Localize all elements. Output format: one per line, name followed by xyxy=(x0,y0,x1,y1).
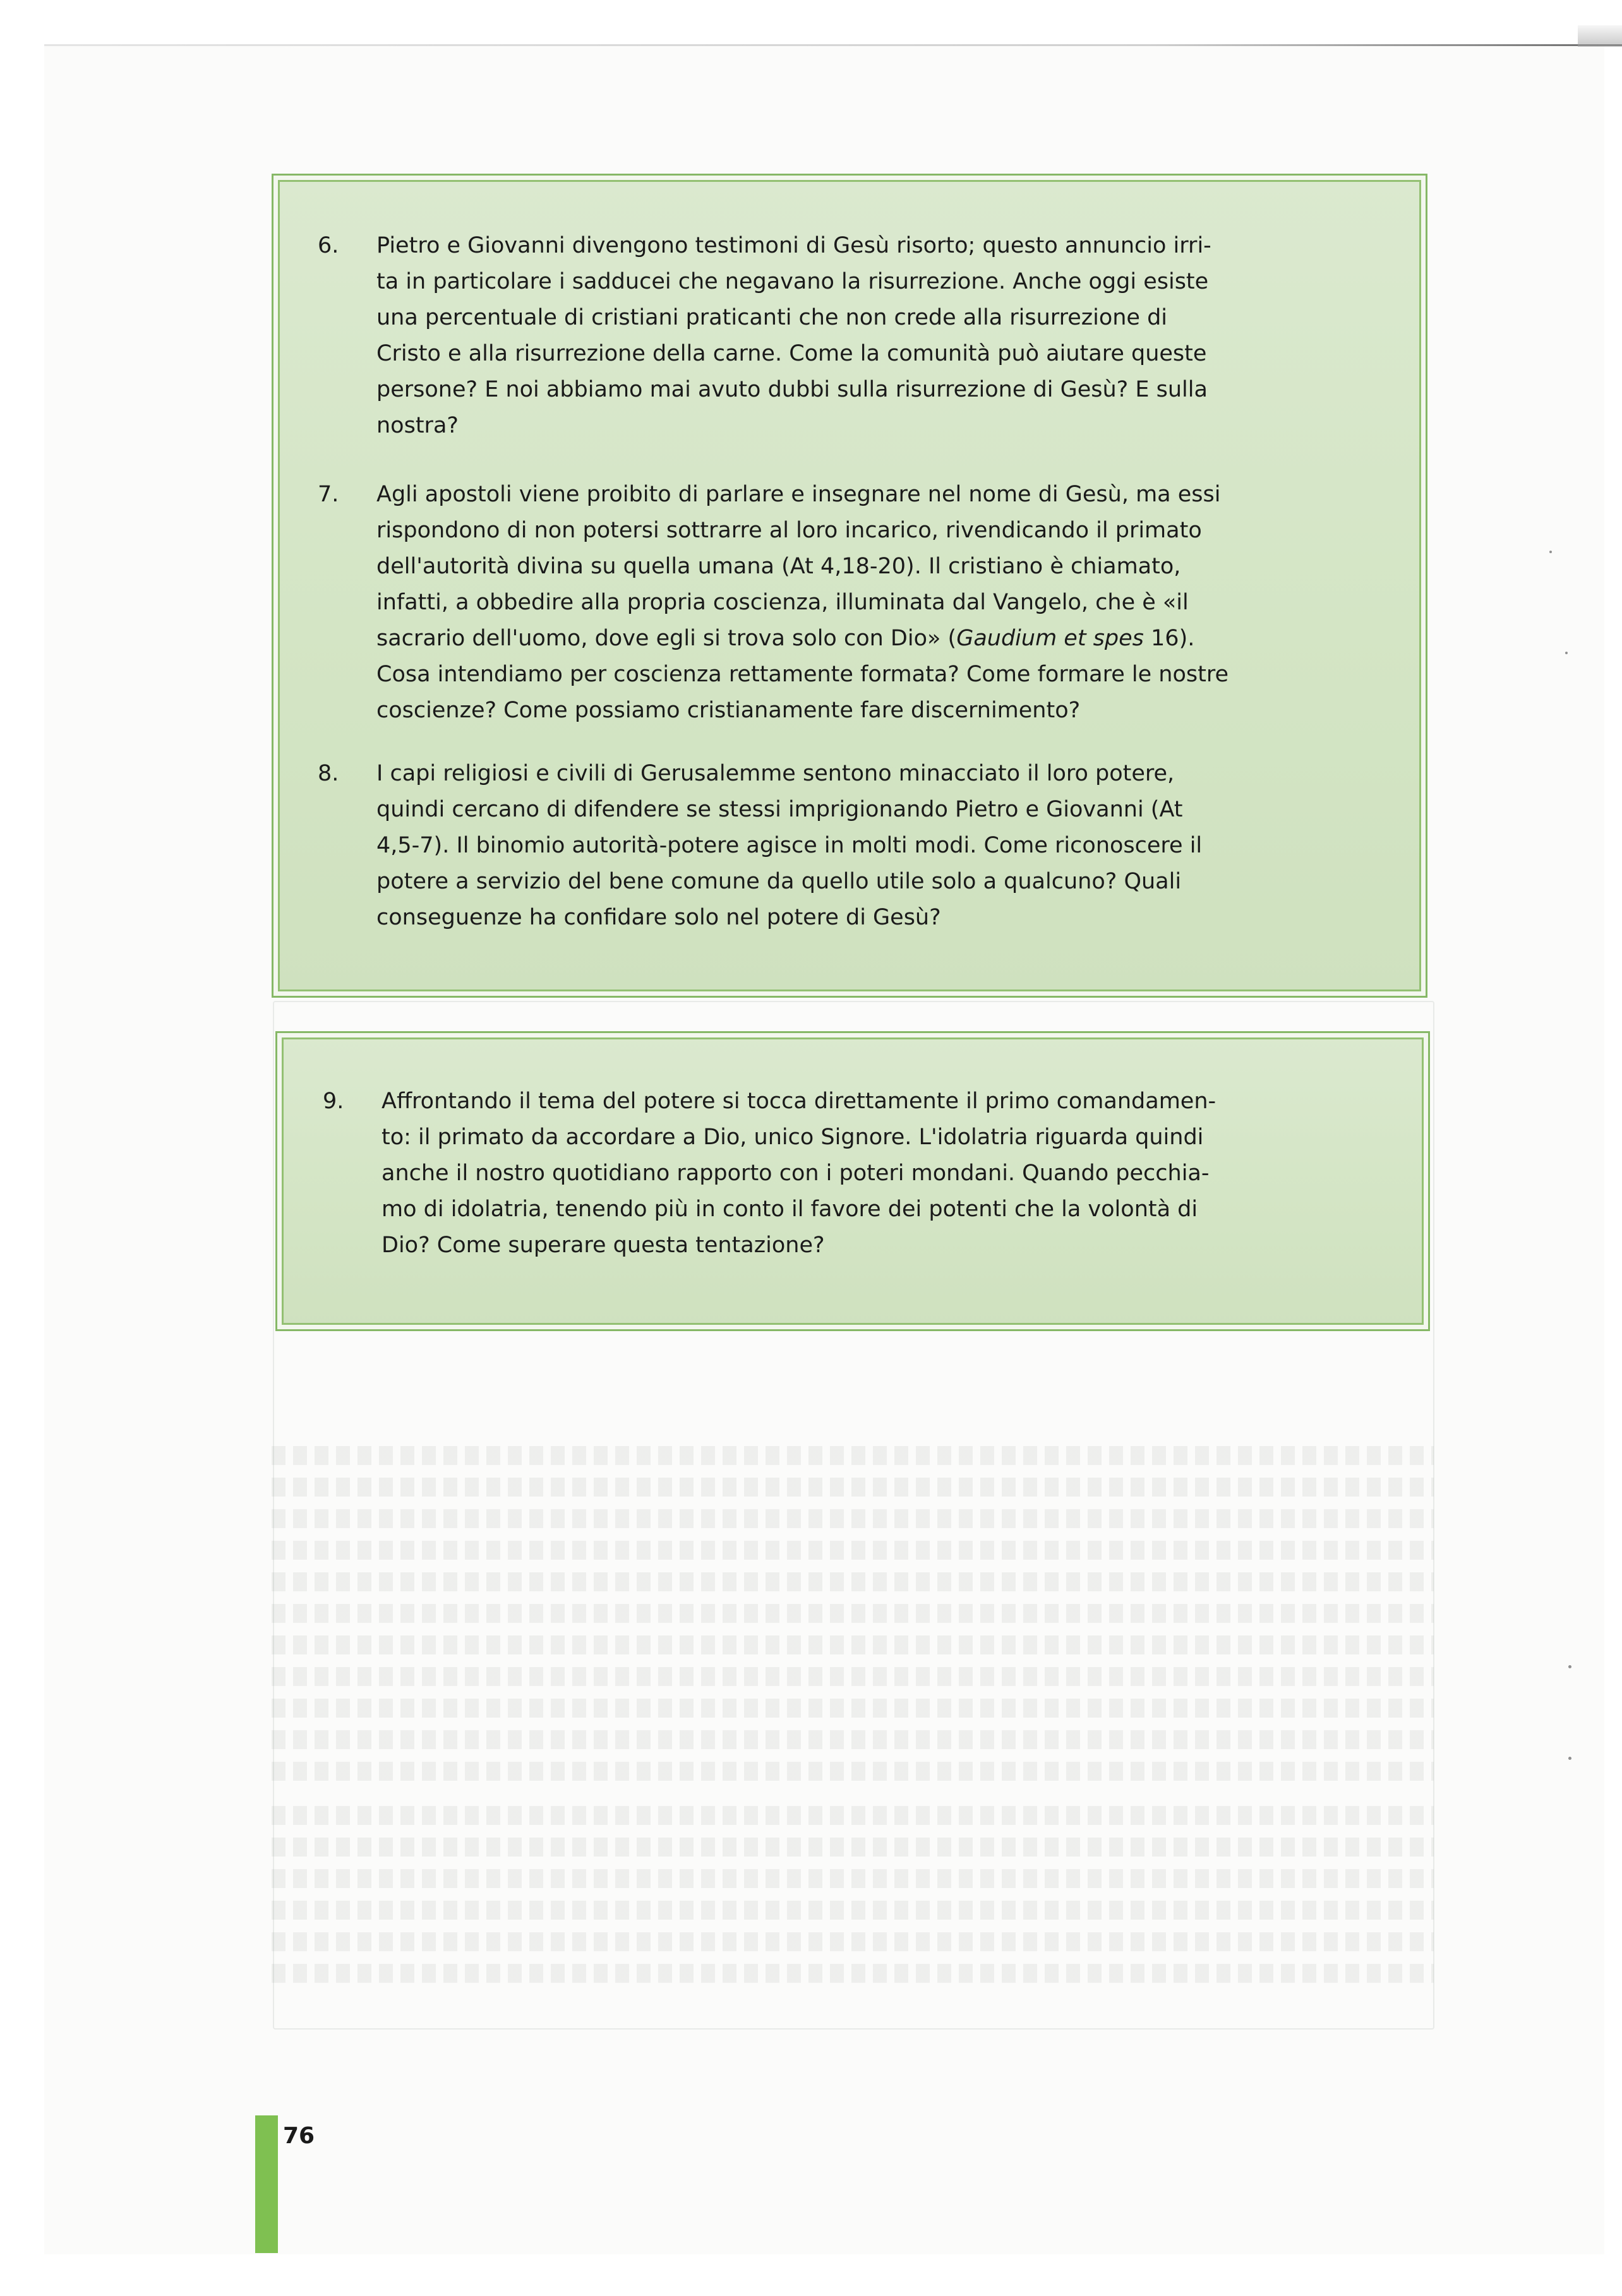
question-line: I capi religiosi e civili di Gerusalemme sentono minacciato il loro potere, xyxy=(376,761,1175,786)
scan-speck xyxy=(1549,551,1552,553)
question-line: sacrario dell'uomo, dove egli si trova solo con Dio» (Gaudium et spes 16). xyxy=(376,626,1195,651)
question-number: 9. xyxy=(323,1089,344,1114)
question-8 xyxy=(318,756,1387,936)
question-line: potere a servizio del bene comune da quello utile solo a qualcuno? Quali xyxy=(376,869,1182,894)
bleed-through-line xyxy=(272,1446,1434,1465)
question-number: 8. xyxy=(318,761,339,786)
question-line: to: il primato da accordare a Dio, unico Signore. L'idolatria riguarda quindi xyxy=(381,1125,1204,1150)
question-text xyxy=(376,228,1387,444)
question-line: anche il nostro quotidiano rapporto con i poteri mondani. Quando pecchia- xyxy=(381,1161,1210,1186)
bleed-through-line xyxy=(272,1730,1434,1749)
bleed-through-line xyxy=(272,1541,1434,1560)
question-text xyxy=(376,477,1387,729)
bleed-through-line xyxy=(272,1838,1434,1857)
question-9 xyxy=(323,1084,1398,1264)
question-7 xyxy=(318,477,1387,729)
question-line: mo di idolatria, tenendo più in conto il favore dei potenti che la volontà di xyxy=(381,1197,1198,1222)
bleed-through-line xyxy=(272,1699,1434,1718)
question-line: 4,5-7). Il binomio autorità-potere agisce in molti modi. Come riconoscere il xyxy=(376,833,1203,858)
scan-speck xyxy=(1568,1757,1571,1760)
question-text xyxy=(381,1084,1398,1264)
question-line: dell'autorità divina su quella umana (At 4,18-20). Il cristiano è chiamato, xyxy=(376,554,1181,579)
question-number: 7. xyxy=(318,482,339,507)
bleed-through-line xyxy=(272,1806,1434,1825)
bleed-through-line xyxy=(272,1572,1434,1591)
page-number: 76 xyxy=(283,2123,315,2149)
bleed-through-line xyxy=(272,1509,1434,1528)
bleed-through-line xyxy=(272,1932,1434,1951)
question-number: 6. xyxy=(318,233,339,258)
question-line: Agli apostoli viene proibito di parlare e insegnare nel nome di Gesù, ma essi xyxy=(376,482,1221,507)
question-line: infatti, a obbedire alla propria coscienza, illuminata dal Vangelo, che è «il xyxy=(376,590,1189,615)
question-line: Pietro e Giovanni divengono testimoni di Gesù risorto; questo annuncio irri- xyxy=(376,233,1211,258)
question-line: nostra? xyxy=(376,413,459,438)
question-line: Dio? Come superare questa tentazione? xyxy=(381,1233,825,1258)
scan-edge-shadow xyxy=(44,44,1622,46)
question-line: Affrontando il tema del potere si tocca direttamente il primo comandamen- xyxy=(381,1089,1216,1114)
cited-work-title: Gaudium et spes xyxy=(956,626,1144,651)
question-line: quindi cercano di difendere se stessi imprigionando Pietro e Giovanni (At xyxy=(376,797,1183,822)
scan-corner-shadow xyxy=(1578,25,1622,47)
question-line: ta in particolare i sadducei che negavano la risurrezione. Anche oggi esiste xyxy=(376,269,1209,294)
bleed-through-line xyxy=(272,1635,1434,1654)
question-6 xyxy=(318,228,1387,444)
bleed-through-line xyxy=(272,1762,1434,1781)
bleed-through-line xyxy=(272,1604,1434,1623)
bleed-through-line xyxy=(272,1478,1434,1497)
question-line: rispondono di non potersi sottrarre al loro incarico, rivendicando il primato xyxy=(376,518,1202,543)
question-line: Cosa intendiamo per coscienza rettamente formata? Come formare le nostre xyxy=(376,662,1229,687)
bleed-through-line xyxy=(272,1901,1434,1920)
question-text xyxy=(376,756,1387,936)
bleed-through-line xyxy=(272,1667,1434,1686)
question-line: Cristo e alla risurrezione della carne. Come la comunità può aiutare queste xyxy=(376,341,1207,366)
scan-speck xyxy=(1565,652,1568,654)
question-line: coscienze? Come possiamo cristianamente fare discernimento? xyxy=(376,698,1081,723)
question-line: persone? E noi abbiamo mai avuto dubbi sulla risurrezione di Gesù? E sulla xyxy=(376,377,1208,402)
bleed-through-line xyxy=(272,1869,1434,1888)
question-line: conseguenze ha confidare solo nel potere di Gesù? xyxy=(376,905,941,930)
question-line: una percentuale di cristiani praticanti che non crede alla risurrezione di xyxy=(376,305,1168,330)
bleed-through-line xyxy=(272,1964,1434,1983)
page-number-bar xyxy=(255,2115,278,2253)
scan-speck xyxy=(1568,1665,1571,1668)
